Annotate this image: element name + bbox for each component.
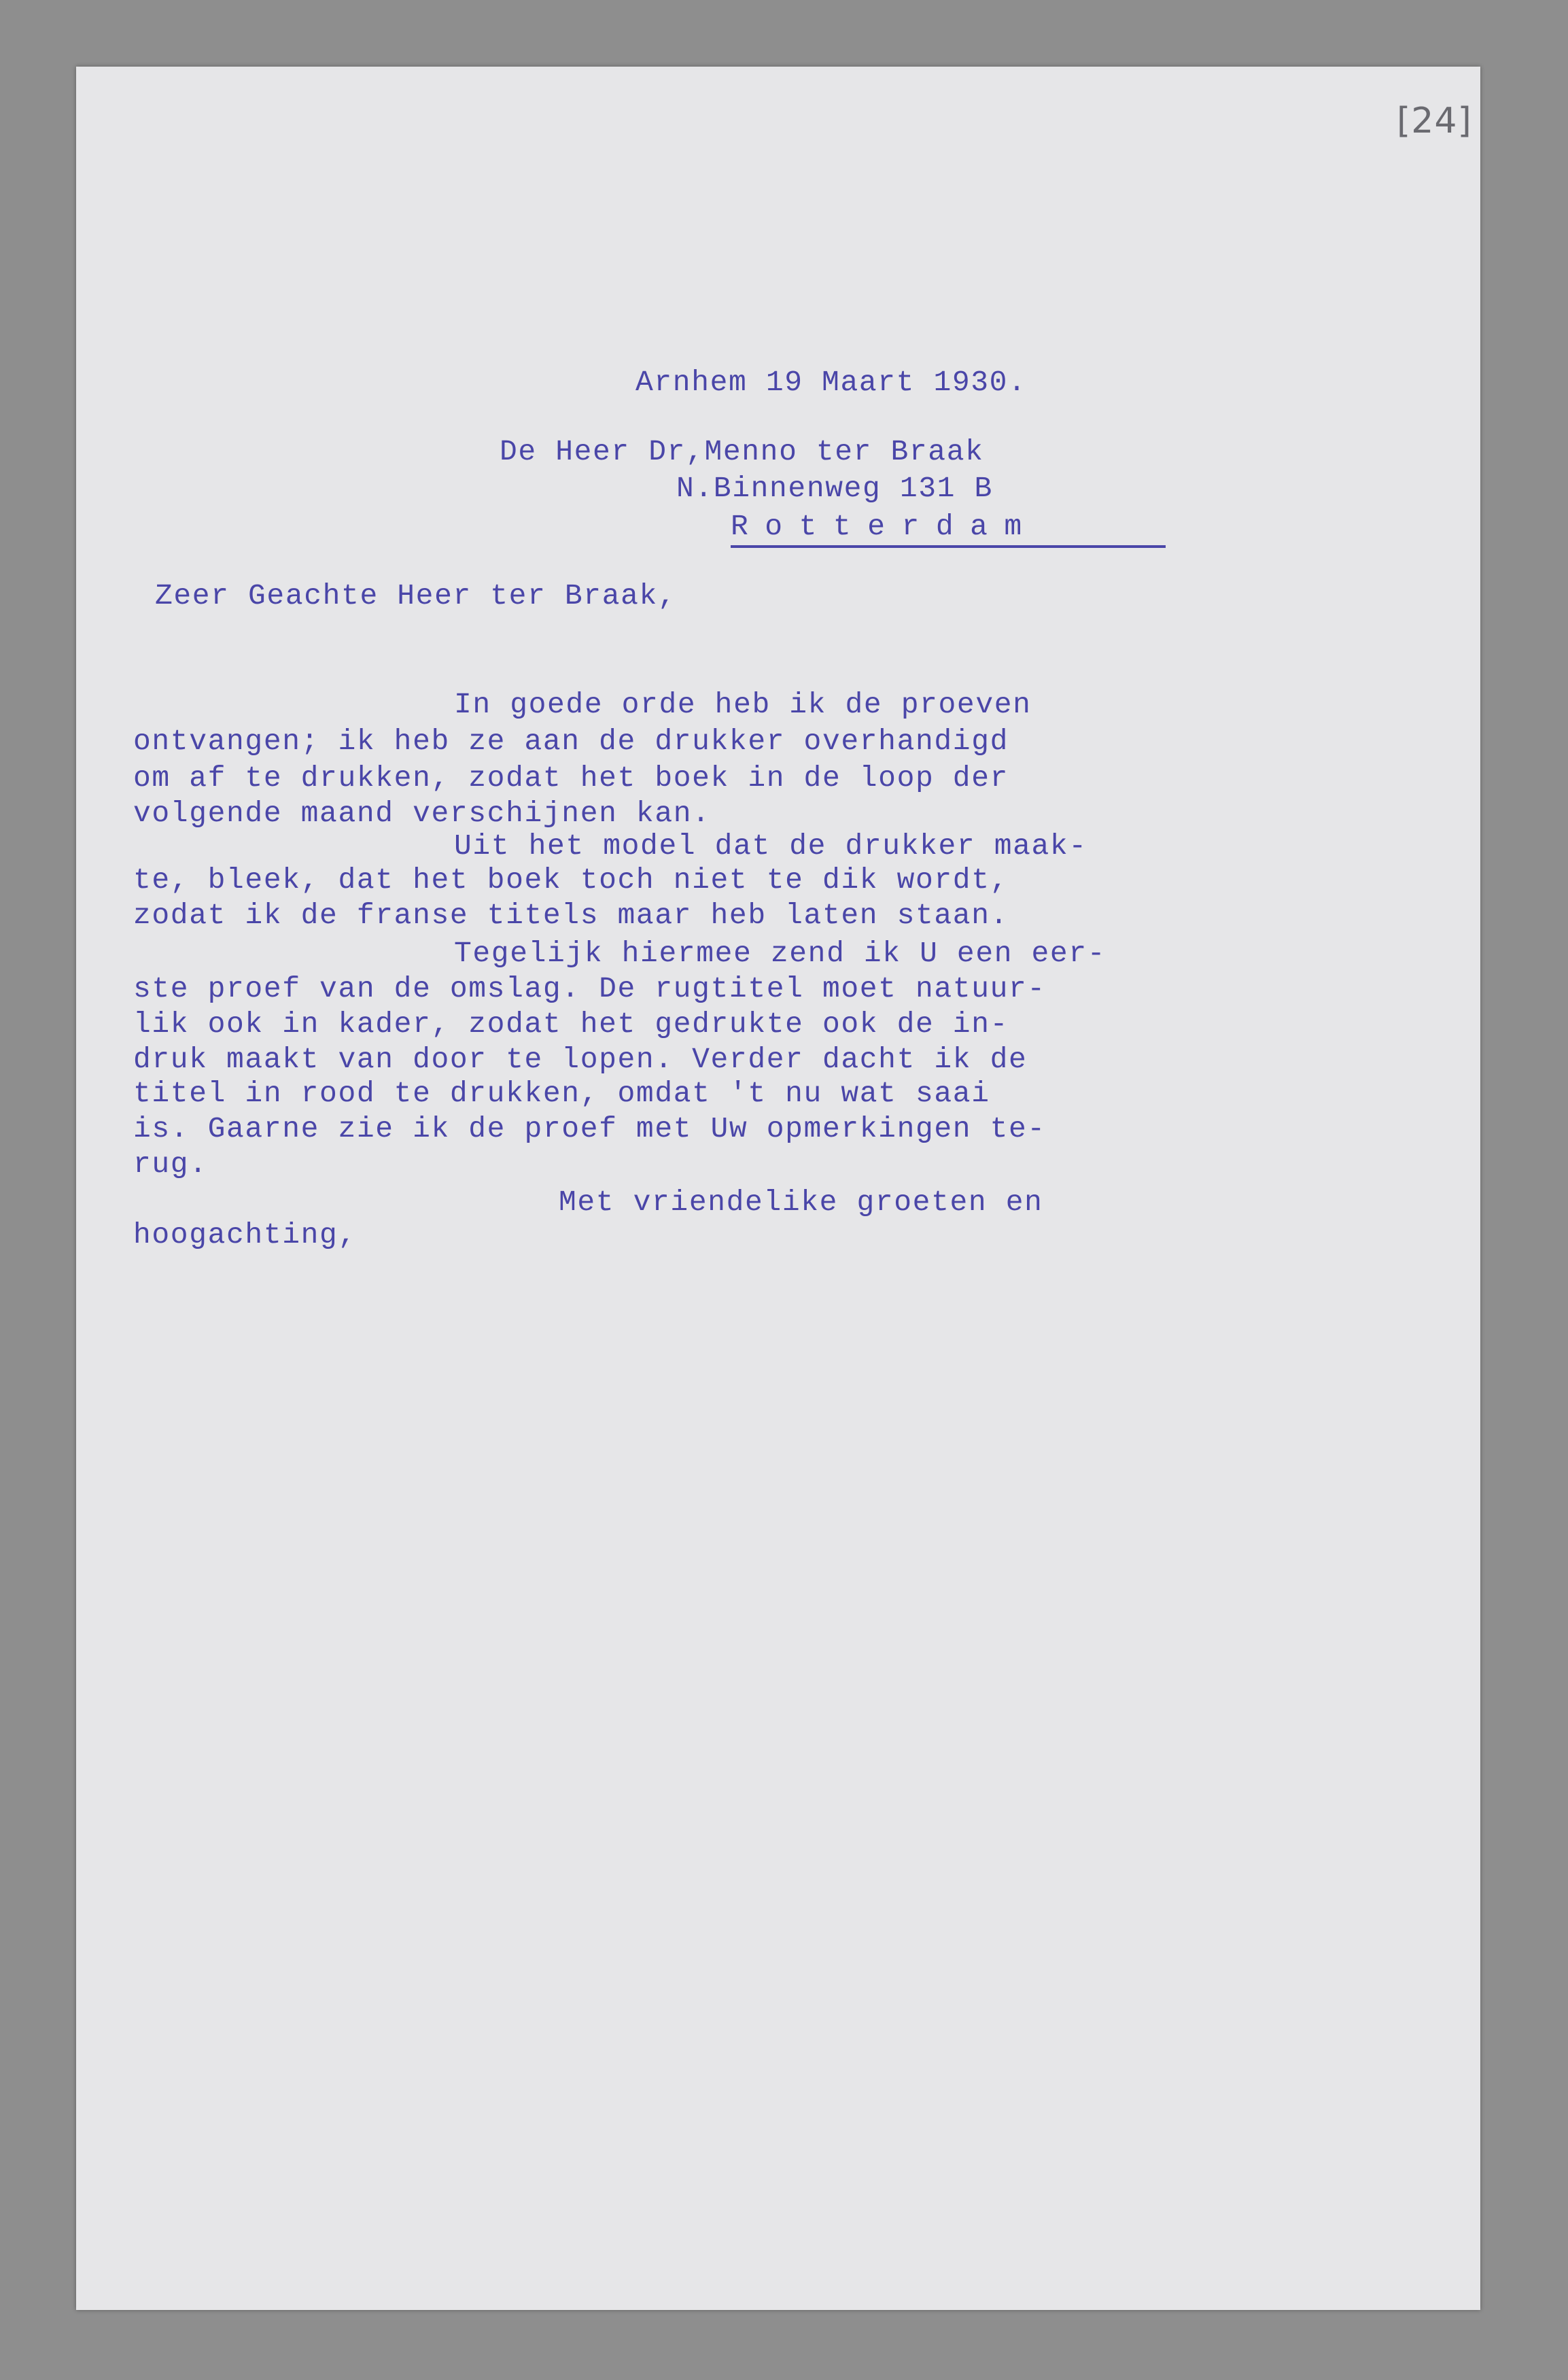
body-line: lik ook in kader, zodat het gedrukte ook de in-: [133, 1007, 1009, 1041]
body-line: rug.: [133, 1148, 208, 1181]
city-underline: [731, 545, 1166, 548]
archive-number: [24]: [1397, 101, 1472, 141]
body-line: te, bleek, dat het boek toch niet te dik wordt,: [133, 863, 1009, 897]
recipient-city: Rotterdam: [731, 510, 1039, 543]
body-line: Tegelijk hiermee zend ik U een eer-: [454, 937, 1107, 970]
recipient-street: N.Binnenweg 131 B: [676, 472, 993, 505]
body-line: hoogachting,: [133, 1218, 357, 1252]
body-line: zodat ik de franse titels maar heb laten staan.: [133, 899, 1009, 932]
body-line: Uit het model dat de drukker maak-: [454, 829, 1087, 863]
body-line: volgende maand verschijnen kan.: [133, 797, 711, 830]
recipient-name: De Heer Dr,Menno ter Braak: [500, 435, 984, 468]
body-line: ontvangen; ik heb ze aan de drukker overhandigd: [133, 725, 1009, 758]
body-line: druk maakt van door te lopen. Verder dacht ik de: [133, 1043, 1028, 1076]
body-line: Met vriendelike groeten en: [559, 1186, 1043, 1219]
body-line: In goede orde heb ik de proeven: [454, 688, 1032, 721]
body-line: titel in rood te drukken, omdat 't nu wat saai: [133, 1077, 990, 1110]
body-line: ste proef van de omslag. De rugtitel moet natuur-: [133, 972, 1046, 1005]
date-line: Arnhem 19 Maart 1930.: [635, 366, 1027, 399]
body-line: is. Gaarne zie ik de proef met Uw opmerkingen te-: [133, 1112, 1046, 1145]
body-line: om af te drukken, zodat het boek in de loop der: [133, 761, 1009, 795]
salutation: Zeer Geachte Heer ter Braak,: [155, 579, 677, 613]
